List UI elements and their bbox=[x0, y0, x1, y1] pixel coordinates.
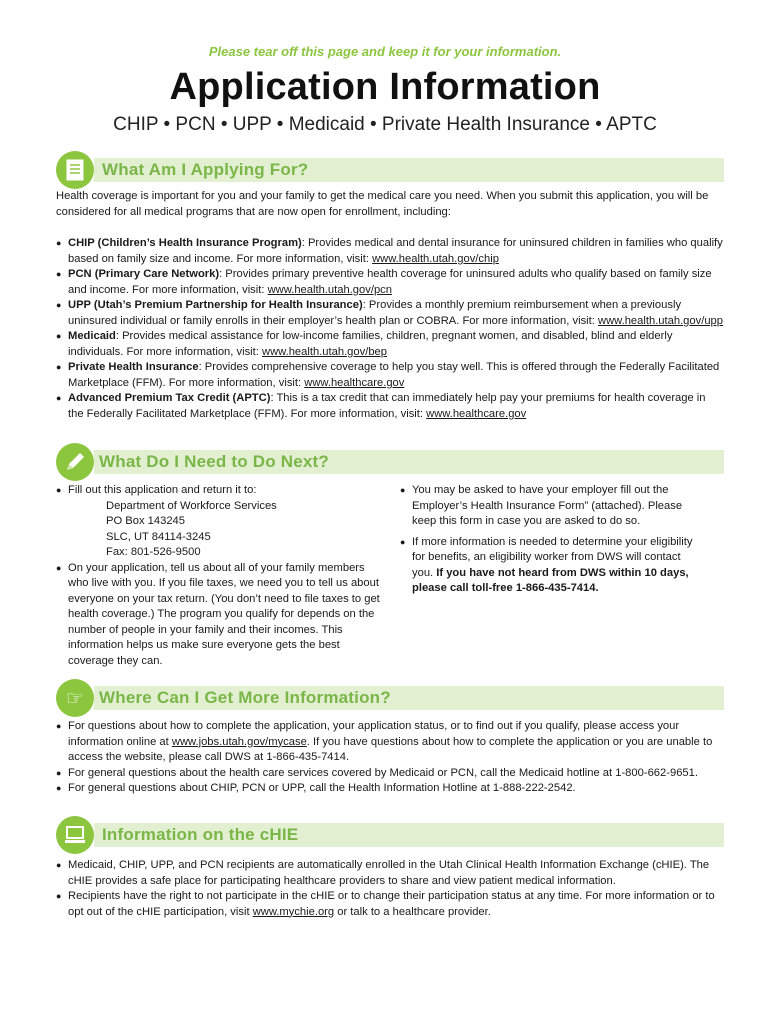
list-item: ● Private Health Insurance: Provides comprehensive coverage to help you stay well. This is offered through the Federally Facilitated Marketplace (FFM). For more information, visit: www.healthcare.gov bbox=[56, 360, 724, 391]
pencil-icon bbox=[56, 443, 94, 481]
list-item: ● PCN (Primary Care Network): Provides primary preventive health coverage for uninsured adults who qualify based on family size and income. For more information, visit: www.health.utah.gov/pcn bbox=[56, 267, 724, 298]
upp-link[interactable]: www.health.utah.gov/upp bbox=[597, 314, 723, 327]
section-title-more-info: Where Can I Get More Information? bbox=[99, 688, 391, 707]
tearoff-note: Please tear off this page and keep it for your information. bbox=[208, 44, 562, 59]
pcn-link[interactable]: www.health.utah.gov/pcn bbox=[267, 283, 392, 296]
section-title-chie: Information on the cHIE bbox=[102, 825, 299, 844]
list-item: ● For general questions about the health care services covered by Medicaid or PCN, call the Medicaid hotline at 1-800-662-9651. bbox=[56, 766, 724, 782]
section-title-applying: What Am I Applying For? bbox=[102, 160, 309, 179]
document-icon bbox=[56, 151, 94, 189]
address-line: Department of Workforce Services bbox=[106, 499, 277, 512]
next-right-column bbox=[400, 483, 700, 597]
next-left-column bbox=[56, 483, 386, 669]
chie-list bbox=[56, 858, 724, 920]
list-item: ● Fill out this application and return it to: bbox=[56, 483, 386, 499]
healthcare-link-aptc[interactable]: www.healthcare.gov bbox=[426, 407, 527, 420]
list-item: ● For questions about how to complete the application, your application status, or to find out if you qualify, please access your information online at www.jobs.utah.gov/mycase. If you have questions about how to complete the application or you are unable to access the website, please call DWS at 1-866-435-7414. bbox=[56, 719, 724, 766]
list-item: ● Recipients have the right to not participate in the cHIE or to change their participation status at any time. For more information or to opt out of the cHIE participation, visit www.mychie.org or talk to a healthcare provider. bbox=[56, 889, 724, 920]
list-item: ● On your application, tell us about all of your family members who live with you. If you file taxes, we need you to tell us about everyone on your tax return. (You don’t need to file taxes to get health coverage.) The program you qualify for depends on the number of people in your family and their incomes. This information helps us make sure everyone gets the best coverage they can. bbox=[56, 561, 384, 670]
list-item: ● For general questions about CHIP, PCN or UPP, call the Health Information Hotline at 1-888-222-2542. bbox=[56, 781, 724, 797]
section-title-next: What Do I Need to Do Next? bbox=[99, 452, 329, 471]
list-item: ● Medicaid, CHIP, UPP, and PCN recipients are automatically enrolled in the Utah Clinical Health Information Exchange (cHIE). The cHIE provides a safe place for participating healthcare providers to share and view patient medical information. bbox=[56, 858, 724, 889]
list-item: ● Medicaid: Provides medical assistance for low-income families, children, pregnant women, and disabled, blind and elderly individuals. For more information, visit: www.health.utah.gov/bep bbox=[56, 329, 724, 360]
address-line: Fax: 801-526-9500 bbox=[106, 546, 201, 558]
address-line: SLC, UT 84114-3245 bbox=[106, 530, 211, 543]
page-title: Application Information bbox=[169, 66, 601, 108]
list-item: ● CHIP (Children’s Health Insurance Program): Provides medical and dental insurance for uninsured children in families who qualify based on family size and income. For more information, visit: www.health.utah.gov/chip bbox=[56, 236, 724, 267]
healthcare-link[interactable]: www.healthcare.gov bbox=[304, 376, 405, 389]
computer-icon bbox=[56, 816, 94, 854]
page-subtitle: CHIP • PCN • UPP • Medicaid • Private Health Insurance • APTC bbox=[113, 114, 657, 135]
program-list bbox=[56, 236, 724, 422]
pointing-hand-icon: ☞ bbox=[56, 679, 94, 717]
mycase-link[interactable]: www.jobs.utah.gov/mycase bbox=[171, 735, 307, 748]
list-item: ● Advanced Premium Tax Credit (APTC): This is a tax credit that can immediately help pay your premiums for health coverage in the Federally Facilitated Marketplace (FFM). For more information, visit: www.healthcare.gov bbox=[56, 391, 724, 422]
more-info-list bbox=[56, 719, 724, 797]
bep-link[interactable]: www.health.utah.gov/bep bbox=[261, 345, 387, 358]
list-item: ● You may be asked to have your employer fill out the Employer’s Health Insurance Form” (attached). Please keep this form in case you are asked to do so. bbox=[400, 483, 700, 530]
applying-intro: Health coverage is important for you and your family to get the medical care you need. When you submit this application, you will be considered for all medical programs that are now open for enrollment, including: bbox=[56, 190, 709, 218]
list-item: ● UPP (Utah’s Premium Partnership for Health Insurance): Provides a monthly premium reimbursement when a previously uninsured individual or family enrolls in their employer’s health plan or COBRA. For more information, visit: www.health.utah.gov/upp bbox=[56, 298, 724, 329]
chip-link[interactable]: www.health.utah.gov/chip bbox=[372, 252, 499, 265]
list-item: ● If more information is needed to determine your eligibility for benefits, an eligibility worker from DWS will contact you. If you have not heard from DWS within 10 days, please call toll-free 1-866-435-7414. bbox=[400, 535, 700, 597]
address-line: PO Box 143245 bbox=[106, 515, 185, 527]
mychie-link[interactable]: www.mychie.org bbox=[252, 905, 335, 918]
